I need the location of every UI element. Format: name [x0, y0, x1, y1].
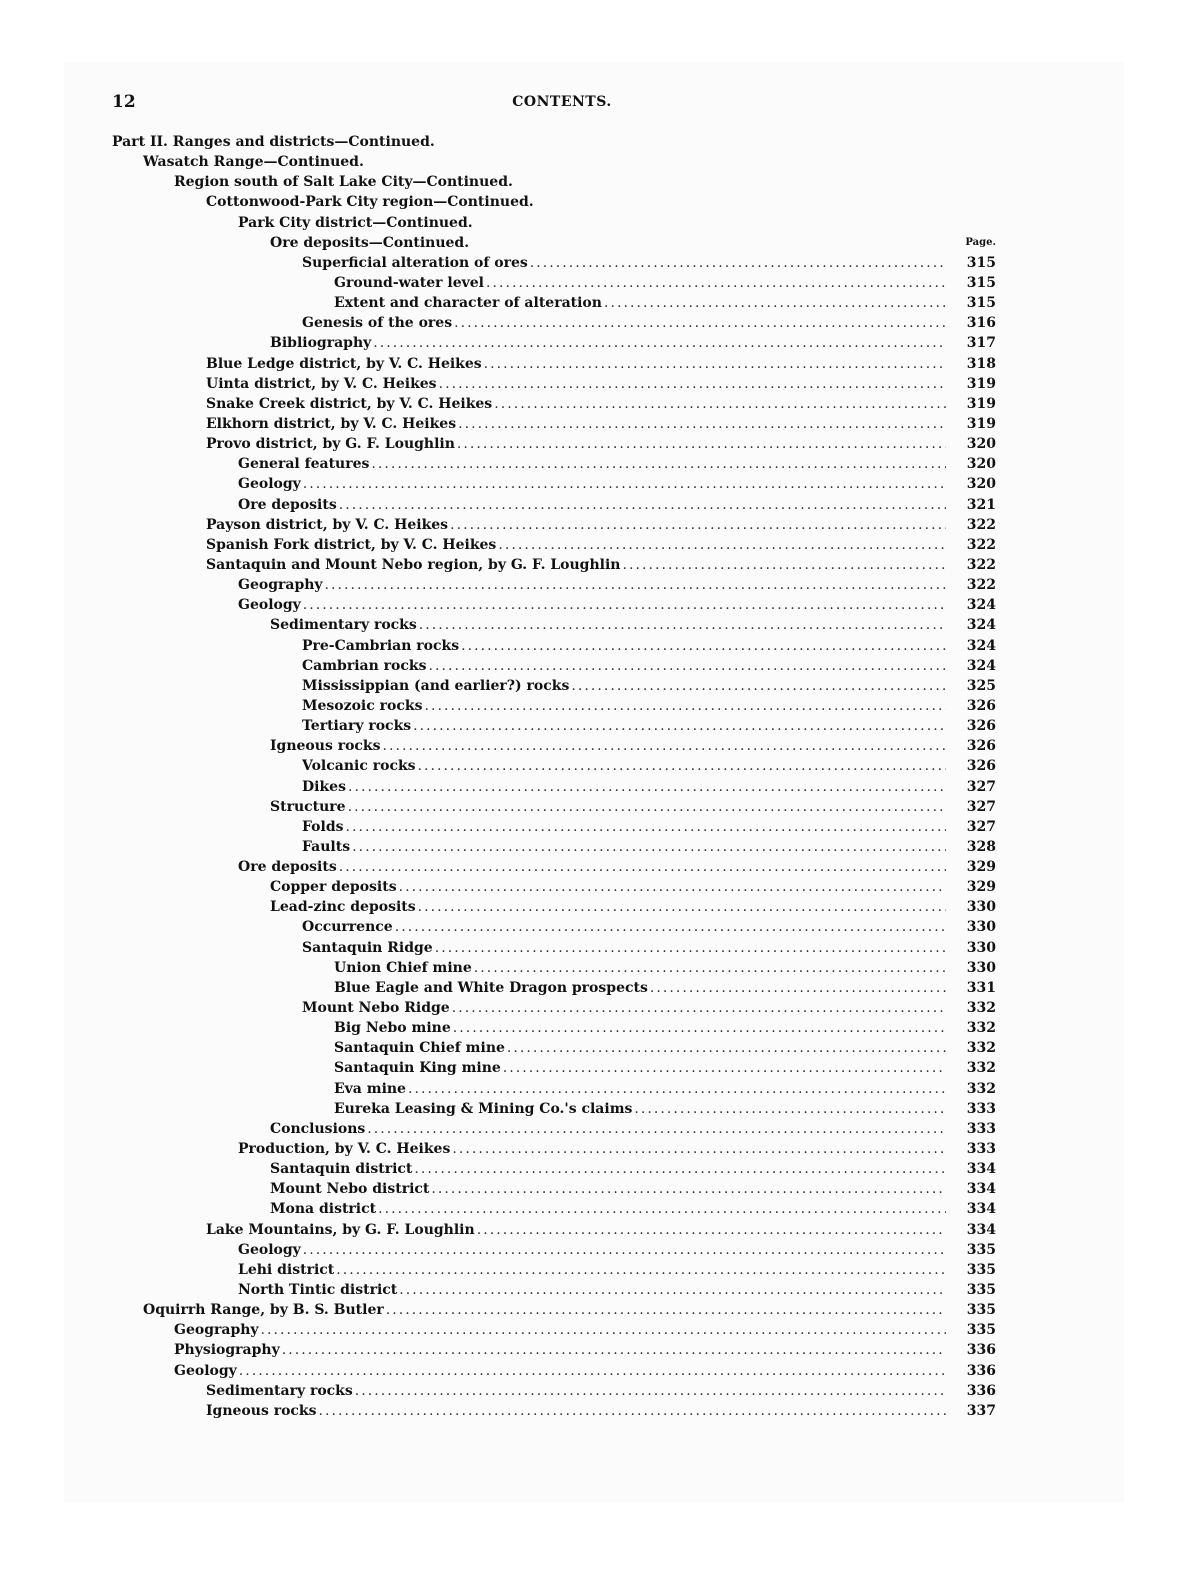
toc-page-number: 322	[966, 577, 996, 594]
toc-entry[interactable]	[0, 575, 1191, 595]
toc-entry-label: Geography	[238, 577, 323, 594]
toc-entry[interactable]	[0, 394, 1191, 414]
toc-page-number: 335	[966, 1302, 996, 1319]
toc-page-number: 326	[966, 758, 996, 775]
dot-leader	[336, 1260, 946, 1280]
toc-heading-label: Region south of Salt Lake City—Continued.	[174, 174, 513, 191]
toc-entry[interactable]	[0, 1179, 1191, 1199]
dot-leader	[571, 676, 946, 696]
toc-entry-label: Lehi district	[238, 1261, 335, 1278]
toc-entry[interactable]	[0, 495, 1191, 515]
toc-page-number: 324	[966, 637, 996, 654]
dot-leader	[458, 414, 946, 434]
dot-leader	[452, 998, 946, 1018]
dot-leader	[414, 1159, 946, 1179]
toc-page-number: 320	[966, 436, 996, 453]
dot-leader	[383, 736, 946, 756]
dot-leader	[413, 716, 946, 736]
toc-entry[interactable]	[0, 1320, 1191, 1340]
dot-leader	[282, 1340, 946, 1360]
toc-entry[interactable]	[0, 998, 1191, 1018]
toc-entry-label: Sedimentary rocks	[206, 1382, 353, 1399]
toc-entry[interactable]	[0, 1038, 1191, 1058]
toc-entry-label: Mesozoic rocks	[302, 697, 423, 714]
toc-entry[interactable]	[0, 253, 1191, 273]
dot-leader	[452, 1139, 946, 1159]
dot-leader	[486, 273, 946, 293]
toc-entry-label: Santaquin and Mount Nebo region, by G. F. Loughlin	[206, 556, 621, 573]
toc-entry-label: Santaquin Chief mine	[334, 1040, 505, 1057]
toc-entry[interactable]	[0, 1361, 1191, 1381]
toc-entry-label: Eureka Leasing & Mining Co.'s claims	[334, 1100, 633, 1117]
toc-entry[interactable]	[0, 374, 1191, 394]
dot-leader	[373, 333, 946, 353]
toc-heading	[0, 132, 1191, 152]
toc-entry[interactable]	[0, 1220, 1191, 1240]
toc-entry[interactable]	[0, 1139, 1191, 1159]
toc-page-number: 330	[966, 919, 996, 936]
toc-entry[interactable]	[0, 1381, 1191, 1401]
toc-page-number: 327	[966, 798, 996, 815]
toc-page-number: 329	[966, 879, 996, 896]
toc-entry-label: Ore deposits	[238, 859, 337, 876]
toc-entry-label: Igneous rocks	[206, 1402, 317, 1419]
toc-entry[interactable]	[0, 1260, 1191, 1280]
toc-entry[interactable]	[0, 454, 1191, 474]
toc-page-number: 335	[966, 1322, 996, 1339]
toc-page-number: 333	[966, 1141, 996, 1158]
toc-page-number: 334	[966, 1221, 996, 1238]
toc-entry-label: Santaquin Ridge	[302, 939, 433, 956]
toc-entry[interactable]	[0, 837, 1191, 857]
toc-entry-label: General features	[238, 456, 370, 473]
toc-entry[interactable]	[0, 1280, 1191, 1300]
toc-page-number: 334	[966, 1181, 996, 1198]
toc-entry[interactable]	[0, 897, 1191, 917]
dot-leader	[503, 1058, 946, 1078]
toc-page-number: 320	[966, 456, 996, 473]
toc-entry[interactable]	[0, 777, 1191, 797]
dot-leader	[439, 374, 946, 394]
dot-leader	[325, 575, 946, 595]
toc-entry-label: Geology	[238, 476, 301, 493]
toc-page-number: 317	[966, 335, 996, 352]
toc-entry[interactable]	[0, 313, 1191, 333]
toc-entry-label: Eva mine	[334, 1080, 406, 1097]
toc-page-number: 324	[966, 657, 996, 674]
toc-entry[interactable]	[0, 474, 1191, 494]
dot-leader	[494, 394, 946, 414]
toc-entry-label: Ground-water level	[334, 274, 484, 291]
toc-entry-label: Occurrence	[302, 919, 393, 936]
dot-leader	[348, 797, 946, 817]
toc-entry[interactable]	[0, 615, 1191, 635]
toc-entry-label: Copper deposits	[270, 879, 397, 896]
toc-page-number: 316	[966, 315, 996, 332]
toc-page-number: 333	[966, 1100, 996, 1117]
toc-entry[interactable]	[0, 434, 1191, 454]
dot-leader	[355, 1381, 946, 1401]
toc-heading	[0, 192, 1191, 212]
toc-entry[interactable]	[0, 917, 1191, 937]
dot-leader	[428, 656, 946, 676]
toc-entry-label: Oquirrh Range, by B. S. Butler	[143, 1302, 384, 1319]
dot-leader	[352, 837, 946, 857]
toc-entry-label: Snake Creek district, by V. C. Heikes	[206, 395, 493, 412]
toc-page-number: 337	[966, 1402, 996, 1419]
toc-entry-label: Lead-zinc deposits	[270, 899, 416, 916]
dot-leader	[261, 1320, 946, 1340]
toc-entry-label: Cambrian rocks	[302, 657, 427, 674]
toc-entry[interactable]	[0, 817, 1191, 837]
toc-entry-label: Mississippian (and earlier?) rocks	[302, 677, 570, 694]
toc-page-number: 336	[966, 1382, 996, 1399]
toc-page-number: 327	[966, 778, 996, 795]
toc-page-number: 326	[966, 697, 996, 714]
toc-entry[interactable]	[0, 1119, 1191, 1139]
dot-leader	[386, 1300, 946, 1320]
toc-page-number: 330	[966, 899, 996, 916]
dot-leader	[431, 1179, 946, 1199]
toc-page-number: 327	[966, 818, 996, 835]
page-header	[112, 92, 1012, 112]
dot-leader	[339, 495, 946, 515]
toc-page-number: 322	[966, 516, 996, 533]
toc-heading-label: Wasatch Range—Continued.	[143, 154, 364, 171]
toc-page-number: 328	[966, 838, 996, 855]
toc-page-number: 319	[966, 415, 996, 432]
toc-entry[interactable]	[0, 1401, 1191, 1421]
toc-entry-label: Igneous rocks	[270, 738, 381, 755]
toc-entry-label: Extent and character of alteration	[334, 295, 602, 312]
page-column-label: Page.	[965, 236, 996, 248]
dot-leader	[378, 1199, 946, 1219]
toc-entry-label: Superficial alteration of ores	[302, 254, 528, 271]
dot-leader	[474, 958, 946, 978]
toc-entry-label: Uinta district, by V. C. Heikes	[206, 375, 437, 392]
toc-entry[interactable]	[0, 1240, 1191, 1260]
toc-entry-label: Blue Ledge district, by V. C. Heikes	[206, 355, 482, 372]
dot-leader	[303, 474, 946, 494]
toc-page-number: 320	[966, 476, 996, 493]
dot-leader	[424, 696, 946, 716]
toc-entry[interactable]	[0, 333, 1191, 353]
toc-entry-label: Blue Eagle and White Dragon prospects	[334, 979, 648, 996]
toc-page-number: 321	[966, 496, 996, 513]
toc-entry-label: North Tintic district	[238, 1282, 398, 1299]
table-of-contents	[0, 132, 1191, 1421]
toc-entry-label: Mount Nebo district	[270, 1181, 430, 1198]
toc-heading-label: Part II. Ranges and districts—Continued.	[112, 134, 435, 150]
dot-leader	[348, 777, 946, 797]
toc-entry[interactable]	[0, 595, 1191, 615]
toc-entry[interactable]	[0, 273, 1191, 293]
toc-page-number: 330	[966, 959, 996, 976]
toc-page-number: 322	[966, 536, 996, 553]
toc-entry[interactable]	[0, 1099, 1191, 1119]
toc-entry[interactable]	[0, 676, 1191, 696]
toc-heading	[0, 172, 1191, 192]
toc-entry-label: Volcanic rocks	[302, 758, 416, 775]
toc-page-number: 325	[966, 677, 996, 694]
toc-entry-label: Mount Nebo Ridge	[302, 1000, 450, 1017]
toc-page-number: 322	[966, 556, 996, 573]
toc-page-number: 315	[966, 295, 996, 312]
toc-entry[interactable]	[0, 656, 1191, 676]
toc-page-number: 324	[966, 617, 996, 634]
toc-entry[interactable]	[0, 736, 1191, 756]
toc-entry-label: Provo district, by G. F. Loughlin	[206, 436, 455, 453]
toc-page-number: 333	[966, 1120, 996, 1137]
toc-entry-label: Bibliography	[270, 335, 372, 352]
toc-entry[interactable]	[0, 857, 1191, 877]
toc-entry[interactable]	[0, 515, 1191, 535]
toc-entry-label: Sedimentary rocks	[270, 617, 417, 634]
toc-entry[interactable]	[0, 978, 1191, 998]
toc-entry-label: Lake Mountains, by G. F. Loughlin	[206, 1221, 475, 1238]
toc-page-number: 332	[966, 1080, 996, 1097]
toc-entry-label: Geology	[238, 1241, 301, 1258]
toc-entry-label: Dikes	[302, 778, 346, 795]
toc-entry-label: Production, by V. C. Heikes	[238, 1141, 451, 1158]
toc-entry-label: Folds	[302, 818, 344, 835]
dot-leader	[498, 535, 946, 555]
toc-entry[interactable]	[0, 1340, 1191, 1360]
toc-entry-label: Conclusions	[270, 1120, 366, 1137]
toc-heading	[0, 233, 1191, 253]
toc-page-number: 326	[966, 738, 996, 755]
dot-leader	[395, 917, 946, 937]
toc-entry[interactable]	[0, 756, 1191, 776]
dot-leader	[484, 354, 946, 374]
toc-entry-label: Spanish Fork district, by V. C. Heikes	[206, 536, 497, 553]
toc-heading	[0, 152, 1191, 172]
toc-page-number: 334	[966, 1161, 996, 1178]
toc-entry[interactable]	[0, 1058, 1191, 1078]
toc-page-number: 335	[966, 1282, 996, 1299]
dot-leader	[454, 313, 946, 333]
toc-heading-label: Ore deposits—Continued.	[270, 234, 470, 251]
dot-leader	[650, 978, 946, 998]
dot-leader	[419, 615, 946, 635]
toc-entry[interactable]	[0, 555, 1191, 575]
dot-leader	[634, 1099, 946, 1119]
toc-page-number: 335	[966, 1241, 996, 1258]
toc-page-number: 329	[966, 859, 996, 876]
toc-entry-label: Faults	[302, 838, 351, 855]
toc-entry-label: Union Chief mine	[334, 959, 472, 976]
toc-page-number: 318	[966, 355, 996, 372]
toc-entry[interactable]	[0, 293, 1191, 313]
dot-leader	[239, 1361, 946, 1381]
toc-entry[interactable]	[0, 1199, 1191, 1219]
toc-page-number: 319	[966, 375, 996, 392]
toc-page-number: 332	[966, 1000, 996, 1017]
toc-entry-label: Pre-Cambrian rocks	[302, 637, 460, 654]
toc-entry-label: Elkhorn district, by V. C. Heikes	[206, 415, 457, 432]
toc-page-number: 336	[966, 1342, 996, 1359]
toc-entry-label: Tertiary rocks	[302, 718, 412, 735]
toc-page-number: 334	[966, 1201, 996, 1218]
dot-leader	[435, 938, 946, 958]
toc-entry[interactable]	[0, 1159, 1191, 1179]
dot-leader	[604, 293, 946, 313]
toc-entry-label: Ore deposits	[238, 496, 337, 513]
toc-entry[interactable]	[0, 696, 1191, 716]
toc-page-number: 332	[966, 1060, 996, 1077]
dot-leader	[339, 857, 946, 877]
dot-leader	[346, 817, 946, 837]
dot-leader	[461, 636, 946, 656]
toc-entry[interactable]	[0, 716, 1191, 736]
toc-page-number: 332	[966, 1040, 996, 1057]
toc-page-number: 315	[966, 254, 996, 271]
toc-page-number: 332	[966, 1020, 996, 1037]
toc-page-number: 331	[966, 979, 996, 996]
dot-leader	[303, 595, 946, 615]
toc-entry-label: Mona district	[270, 1201, 377, 1218]
toc-page-number: 319	[966, 395, 996, 412]
dot-leader	[418, 756, 946, 776]
toc-entry[interactable]	[0, 797, 1191, 817]
toc-entry[interactable]	[0, 938, 1191, 958]
toc-entry-label: Geography	[174, 1322, 259, 1339]
dot-leader	[530, 253, 946, 273]
dot-leader	[399, 1280, 946, 1300]
toc-page-number: 330	[966, 939, 996, 956]
toc-entry[interactable]	[0, 535, 1191, 555]
dot-leader	[622, 555, 946, 575]
toc-entry[interactable]	[0, 877, 1191, 897]
dot-leader	[507, 1038, 946, 1058]
dot-leader	[477, 1220, 946, 1240]
dot-leader	[319, 1401, 946, 1421]
dot-leader	[303, 1240, 946, 1260]
toc-entry[interactable]	[0, 1018, 1191, 1038]
toc-entry-label: Physiography	[174, 1342, 280, 1359]
dot-leader	[371, 454, 946, 474]
toc-entry-label: Santaquin district	[270, 1161, 413, 1178]
toc-entry[interactable]	[0, 354, 1191, 374]
toc-heading-label: Park City district—Continued.	[238, 214, 473, 231]
dot-leader	[418, 897, 946, 917]
toc-entry-label: Geology	[238, 597, 301, 614]
toc-entry[interactable]	[0, 414, 1191, 434]
toc-page-number: 315	[966, 274, 996, 291]
toc-entry[interactable]	[0, 636, 1191, 656]
toc-page-number: 326	[966, 718, 996, 735]
toc-entry-label: Genesis of the ores	[302, 315, 453, 332]
toc-heading-label: Cottonwood-Park City region—Continued.	[206, 194, 534, 211]
page-number: 12	[112, 92, 136, 112]
running-title: CONTENTS.	[512, 94, 612, 110]
dot-leader	[367, 1119, 946, 1139]
dot-leader	[453, 1018, 946, 1038]
toc-entry[interactable]	[0, 958, 1191, 978]
toc-page-number: 324	[966, 597, 996, 614]
dot-leader	[408, 1079, 946, 1099]
dot-leader	[450, 515, 946, 535]
toc-entry-label: Structure	[270, 798, 346, 815]
toc-entry-label: Santaquin King mine	[334, 1060, 501, 1077]
toc-entry-label: Big Nebo mine	[334, 1020, 451, 1037]
toc-entry-label: Geology	[174, 1362, 237, 1379]
dot-leader	[399, 877, 946, 897]
toc-page-number: 336	[966, 1362, 996, 1379]
toc-entry-label: Payson district, by V. C. Heikes	[206, 516, 449, 533]
toc-entry[interactable]	[0, 1079, 1191, 1099]
toc-heading	[0, 213, 1191, 233]
toc-page-number: 335	[966, 1261, 996, 1278]
dot-leader	[457, 434, 946, 454]
toc-entry[interactable]	[0, 1300, 1191, 1320]
